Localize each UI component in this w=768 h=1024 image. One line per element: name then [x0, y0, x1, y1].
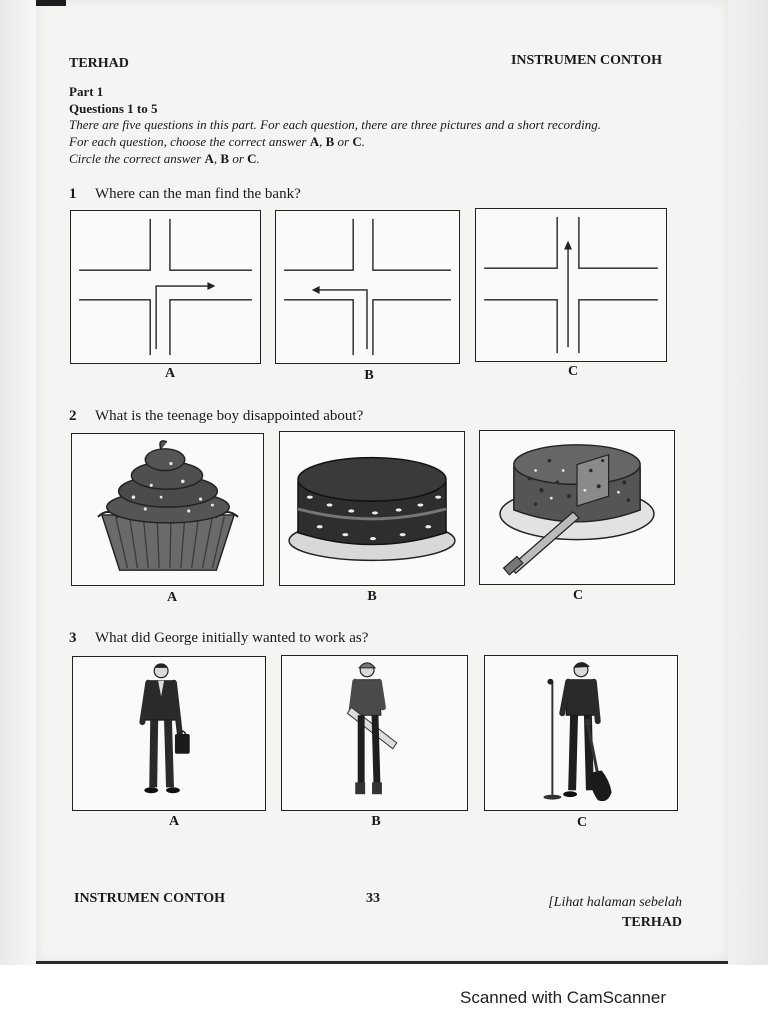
- footer-right: [548, 893, 682, 933]
- instruction-text: or: [229, 151, 248, 166]
- instruction-text: Circle the correct answer: [69, 151, 205, 166]
- option-a-map[interactable]: [70, 210, 261, 364]
- part-subtitle: Questions 1 to 5: [69, 101, 158, 116]
- option-a-businessman[interactable]: [72, 656, 266, 811]
- answer-letter: A: [309, 134, 320, 149]
- option-label-b[interactable]: B: [364, 368, 374, 383]
- option-b-chocolate-cake[interactable]: [279, 431, 465, 586]
- instruction-line-3: [69, 150, 669, 167]
- option-a-cupcake[interactable]: [71, 433, 264, 586]
- scan-edge-mark: [36, 0, 66, 6]
- instruction-text: ,: [319, 134, 326, 149]
- instruction-line-2: [69, 133, 669, 150]
- option-label-a[interactable]: A: [166, 590, 178, 605]
- option-label-b[interactable]: B: [371, 814, 381, 829]
- header-classification: TERHAD: [69, 56, 129, 71]
- footer-title: INSTRUMEN CONTOH: [74, 891, 226, 906]
- crossroad-map-icon: [276, 211, 459, 363]
- next-page-note: [Lihat halaman sebelah: [548, 895, 682, 910]
- option-c-map[interactable]: [475, 208, 667, 362]
- instruction-text: or: [334, 134, 353, 149]
- option-label-b[interactable]: B: [367, 589, 377, 604]
- businessman-icon: [73, 657, 265, 810]
- answer-letter: A: [204, 151, 214, 166]
- cupcake-icon: [72, 434, 263, 585]
- question-number: 3: [69, 630, 77, 646]
- question-2: [69, 408, 363, 425]
- answer-letter: C: [247, 151, 257, 166]
- question-1: [69, 186, 301, 203]
- page-number: 33: [366, 891, 380, 906]
- chocolate-cake-icon: [280, 432, 464, 585]
- part-title: Part 1: [69, 84, 104, 99]
- instruction-line-1: There are five questions in this part. For each question, there are three pictures and a short recording.: [69, 117, 601, 132]
- rock-musician-icon: [485, 656, 677, 810]
- scan-border-right: [728, 0, 768, 965]
- part-heading: [69, 83, 157, 117]
- answer-letter: B: [220, 151, 230, 166]
- question-number: 2: [69, 408, 77, 424]
- option-c-rock-musician[interactable]: [484, 655, 678, 811]
- answer-letter: B: [325, 134, 335, 149]
- fruit-cake-icon: [480, 431, 674, 584]
- question-3: [69, 630, 368, 647]
- answer-letter: C: [352, 134, 362, 149]
- option-label-a[interactable]: A: [164, 366, 176, 381]
- instruction-text: .: [256, 151, 260, 166]
- instruction-text: .: [361, 134, 365, 149]
- instructions: [69, 116, 669, 167]
- option-label-c[interactable]: C: [567, 364, 579, 379]
- footer-classification: TERHAD: [622, 915, 682, 930]
- question-text: What did George initially wanted to work as?: [95, 630, 369, 646]
- scan-border-left: [0, 0, 36, 965]
- question-text: Where can the man find the bank?: [95, 186, 301, 202]
- option-label-c[interactable]: C: [576, 815, 588, 830]
- instruction-text: ,: [213, 151, 221, 166]
- question-text: What is the teenage boy disappointed about?: [95, 408, 364, 424]
- header-title: INSTRUMEN CONTOH: [510, 53, 662, 68]
- option-label-c[interactable]: C: [572, 588, 584, 603]
- scanner-watermark: Scanned with CamScanner: [460, 988, 667, 1007]
- question-number: 1: [69, 186, 77, 202]
- crossroad-map-icon: [71, 211, 260, 363]
- option-b-carpenter[interactable]: [281, 655, 468, 811]
- option-c-fruit-cake[interactable]: [479, 430, 675, 585]
- option-b-map[interactable]: [275, 210, 460, 364]
- option-label-a[interactable]: A: [168, 814, 180, 829]
- carpenter-icon: [282, 656, 467, 810]
- page-bottom-edge: [36, 961, 728, 964]
- crossroad-map-icon: [476, 209, 666, 361]
- instruction-text: For each question, choose the correct answer: [69, 134, 310, 149]
